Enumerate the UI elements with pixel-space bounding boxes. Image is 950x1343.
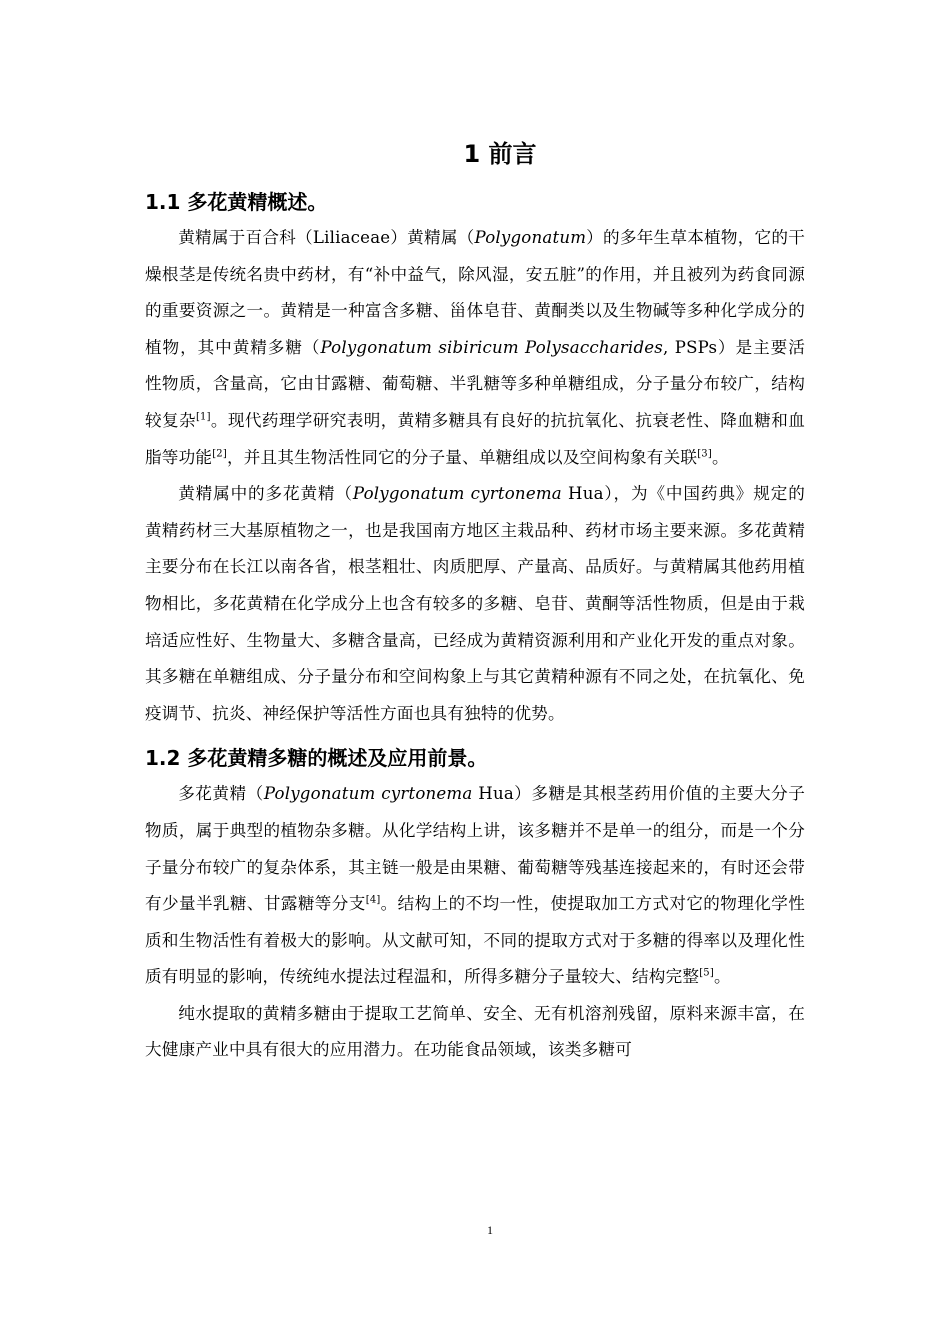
- text-run: 黄精属于百合科（Liliaceae）黄精属（: [178, 228, 475, 247]
- paragraph: [145, 996, 805, 1069]
- text-run: 多花黄精（: [178, 784, 264, 804]
- italic-term: Polygonatum cyrtonema: [352, 484, 562, 504]
- text-run: Hua）多糖是其根茎药用价值的主要大分子物质，属于典型的植物杂多糖。从化学结构上讲，该多糖并不是单一的组分，而是一个分子量分布较广的复杂体系，其主链一般是由果糖、葡萄糖等残基连接起来的，有时还会带有少量半乳糖、甘露糖等分支: [145, 784, 806, 914]
- page-number: 1: [487, 1223, 493, 1237]
- paragraph: [145, 220, 805, 476]
- citation-ref: [3]: [697, 448, 712, 460]
- citation-ref: [1]: [195, 411, 211, 423]
- text-run: 纯水提取的黄精多糖由于提取工艺简单、安全、无有机溶剂残留，原料来源丰富，在大健康产业中具有很大的应用潜力。在功能食品领域，该类多糖可: [145, 1003, 805, 1060]
- citation-ref: [5]: [699, 967, 714, 979]
- section-heading-1-1: 1.1 多花黄精概述。: [145, 190, 328, 214]
- text-run: , PSPs）是主要活性物质，含量高，它由甘露糖、葡萄糖、半乳糖等多种单糖组成，分子量分布较广，结构较复杂: [145, 337, 805, 430]
- italic-term: Polygonatum: [474, 228, 587, 247]
- italic-term: Polygonatum sibiricum Polysaccharides: [320, 337, 663, 357]
- text-run: 。结构上的不均一性，使提取加工方式对它的物理化学性质和生物活性有着极大的影响。从文献可知，不同的提取方式对于多糖的得率以及理化性质有明显的影响，传统纯水提法过程温和，所得多糖分子量较大、结构完整: [145, 894, 805, 987]
- text-run: 。: [711, 447, 729, 467]
- paragraph: [145, 476, 805, 732]
- italic-term: Polygonatum cyrtonema: [263, 784, 473, 804]
- paragraph: [145, 776, 805, 996]
- text-run: 。: [713, 967, 731, 987]
- section-gap: [145, 732, 805, 744]
- chapter-title: 1 前言: [463, 140, 537, 168]
- text-run: 。现代药理学研究表明，黄精多糖具有良好的抗抗氧化、抗衰老性、降血糖和血脂等功能: [145, 410, 806, 467]
- section-heading-1-2: 1.2 多花黄精多糖的概述及应用前景。: [145, 746, 488, 771]
- text-run: ）的多年生草本植物，它的干燥根茎是传统名贵中药材，有“补中益气，除风湿，安五脏”的作用，并且被列为药食同源的重要资源之一。黄精是一种富含多糖、甾体皂苷、黄酮类以及生物碱等多种化学成分的植物，其中黄精多糖（: [145, 228, 805, 357]
- text-run: Hua），为《中国药典》规定的黄精药材三大基原植物之一，也是我国南方地区主栽品种、药材市场主要来源。多花黄精主要分布在长江以南各省，根茎粗壮、肉质肥厚、产量高、品质好。与黄精属其他药用植物相比，多花黄精在化学成分上也含有较多的多糖、皂苷、黄酮等活性物质，但是由于栽培适应性好、生物量大、多糖含量高，已经成为黄精资源利用和产业化开发的重点对象。其多糖在单糖组成、分子量分布和空间构象上与其它黄精种源有不同之处，在抗氧化、免疫调节、抗炎、神经保护等活性方面也具有独特的优势。: [145, 484, 805, 723]
- text-run: ，并且其生物活性同它的分子量、单糖组成以及空间构象有关联: [226, 447, 698, 467]
- citation-ref: [2]: [212, 448, 227, 460]
- citation-ref: [4]: [365, 894, 381, 906]
- text-run: 黄精属中的多花黄精（: [178, 484, 353, 504]
- page-body: [145, 138, 805, 1069]
